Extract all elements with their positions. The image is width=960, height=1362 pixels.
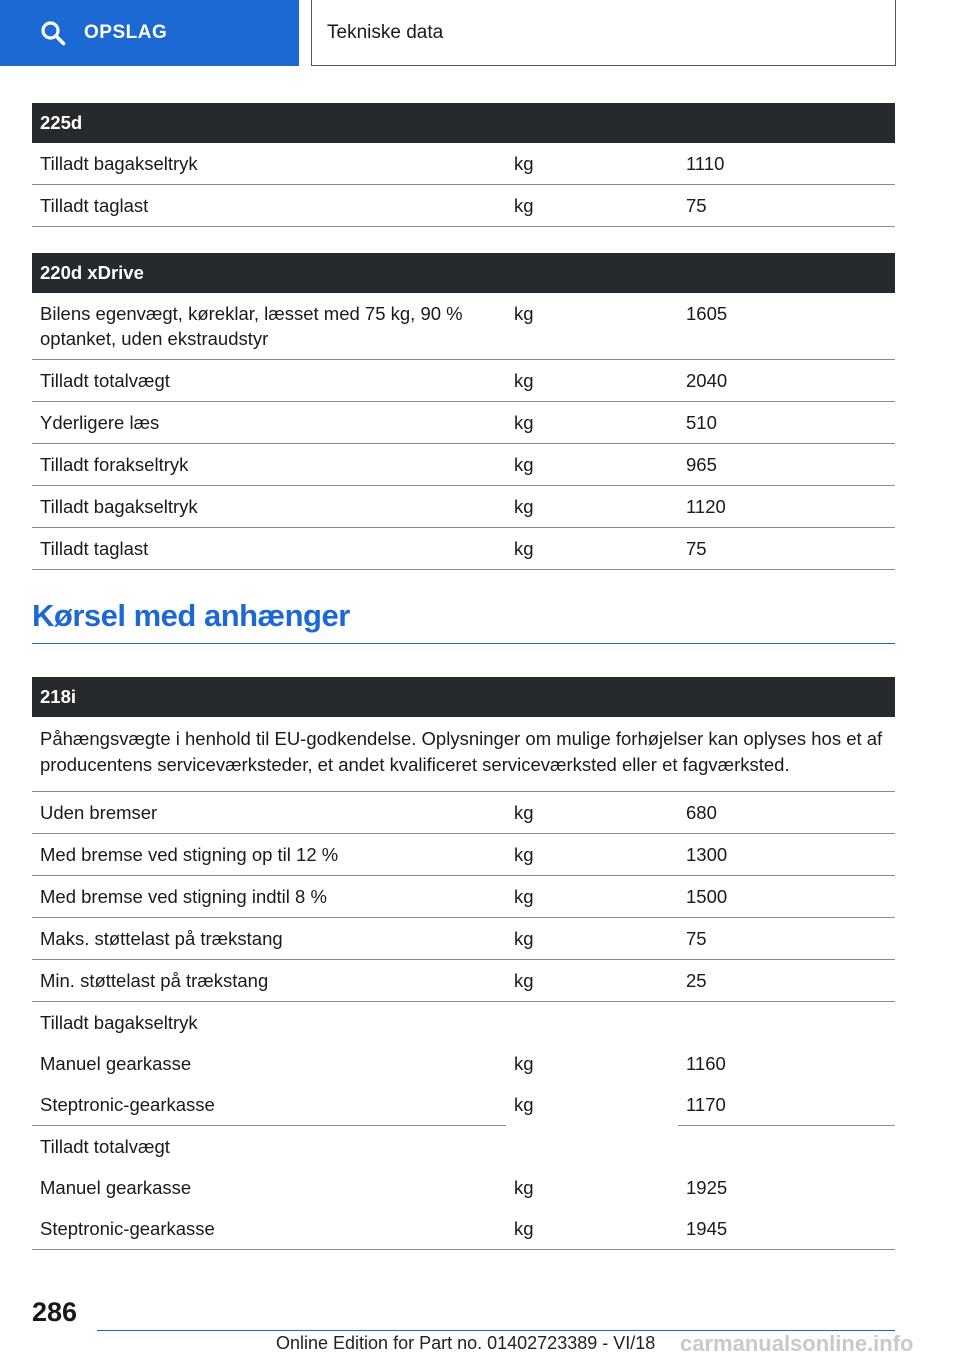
table-note: Påhængsvægte i henhold til EU-godkendelse. Oplysninger om mulige forhøjelser kan oplyses hos et af producentens serviceværksteder, et andet kvalificeret serviceværksted eller et fagværksted.: [32, 717, 895, 792]
row-label: Yderligere læs: [32, 402, 506, 444]
chapter-title: Tekniske data: [327, 21, 444, 43]
row-unit: kg: [506, 960, 678, 1002]
row-unit: kg: [506, 360, 678, 402]
table-title: 218i: [32, 677, 895, 717]
row-value: 965: [678, 444, 895, 486]
group-title-row: [32, 1126, 895, 1168]
row-value: 1160: [686, 1053, 726, 1074]
row-label: Bilens egenvægt, køreklar, læsset med 75 kg, 90 % optanket, uden ekstraudstyr: [32, 293, 506, 360]
row-unit: kg: [506, 834, 678, 876]
row-value: 75: [678, 185, 895, 227]
table-row: [32, 1167, 895, 1208]
row-value: 1500: [678, 876, 895, 918]
section-heading: Kørsel med anhænger: [32, 598, 895, 644]
group-title: Tilladt bagakseltryk: [40, 1012, 198, 1033]
row-label: Tilladt taglast: [32, 528, 506, 570]
table-row: [32, 143, 895, 185]
row-label: Steptronic-gearkasse: [32, 1208, 506, 1250]
chapter-tab[interactable]: [311, 0, 896, 66]
watermark: carmanualsonline.info: [680, 1331, 914, 1356]
row-unit: kg: [506, 486, 678, 528]
row-value: 2040: [678, 360, 895, 402]
row-unit: kg: [506, 185, 678, 227]
row-value: 1120: [678, 486, 895, 528]
row-label: Steptronic-gearkasse: [32, 1084, 506, 1126]
row-value: 75: [678, 528, 895, 570]
row-label: Manuel gearkasse: [40, 1177, 192, 1198]
row-unit: kg: [514, 1094, 534, 1115]
row-unit: kg: [506, 792, 678, 834]
spec-table-220d-xdrive: [32, 253, 895, 570]
table-title: 220d xDrive: [32, 253, 895, 293]
row-unit: kg: [506, 1208, 678, 1250]
table-row: [32, 1208, 895, 1250]
row-value: 1300: [678, 834, 895, 876]
row-value: 1170: [678, 1084, 895, 1126]
group-title: Tilladt totalvægt: [40, 1136, 170, 1157]
row-unit: kg: [506, 876, 678, 918]
row-label: Tilladt bagakseltryk: [32, 143, 506, 185]
row-label: Manuel gearkasse: [40, 1053, 192, 1074]
row-label: Min. støttelast på trækstang: [32, 960, 506, 1002]
row-value: 1110: [678, 143, 895, 185]
spec-table-218i: [32, 677, 895, 1250]
table-row: [32, 876, 895, 918]
table-row: [32, 360, 895, 402]
row-value: 75: [678, 918, 895, 960]
table-row: [32, 185, 895, 227]
table-row: [32, 528, 895, 570]
table-row: [32, 960, 895, 1002]
row-unit: kg: [506, 918, 678, 960]
table-row: [32, 918, 895, 960]
row-value: 1945: [678, 1208, 895, 1250]
table-row: [32, 834, 895, 876]
table-row: [32, 486, 895, 528]
row-unit: kg: [506, 444, 678, 486]
spec-table-225d: [32, 103, 895, 227]
page-number: 286: [32, 1297, 78, 1327]
row-label: Maks. støttelast på trækstang: [32, 918, 506, 960]
row-label: Tilladt bagakseltryk: [32, 486, 506, 528]
row-value: 680: [678, 792, 895, 834]
row-unit: kg: [506, 143, 678, 185]
row-label: Med bremse ved stigning op til 12 %: [32, 834, 506, 876]
search-button[interactable]: [0, 0, 299, 66]
row-unit: kg: [514, 1053, 534, 1074]
row-value: 1605: [678, 293, 895, 360]
row-label: Tilladt totalvægt: [32, 360, 506, 402]
row-value: 25: [678, 960, 895, 1002]
row-unit: kg: [506, 402, 678, 444]
row-unit: kg: [514, 1177, 534, 1198]
table-note-row: [32, 717, 895, 792]
table-row: [32, 1043, 895, 1084]
row-label: Uden bremser: [32, 792, 506, 834]
table-row: [32, 293, 895, 360]
row-label: Tilladt forakseltryk: [32, 444, 506, 486]
row-unit: kg: [506, 293, 678, 360]
row-value: 1925: [686, 1177, 728, 1198]
row-unit: kg: [506, 528, 678, 570]
edition-text: Online Edition for Part no. 01402723389 - VI/18: [276, 1333, 656, 1353]
table-row: [32, 792, 895, 834]
group-title-row: [32, 1002, 895, 1044]
table-row: [32, 444, 895, 486]
search-label: OPSLAG: [84, 22, 168, 43]
row-value: 510: [678, 402, 895, 444]
search-icon: [40, 20, 66, 46]
row-label: Tilladt taglast: [32, 185, 506, 227]
table-row: [32, 1084, 895, 1126]
table-row: [32, 402, 895, 444]
table-title: 225d: [32, 103, 895, 143]
row-label: Med bremse ved stigning indtil 8 %: [32, 876, 506, 918]
